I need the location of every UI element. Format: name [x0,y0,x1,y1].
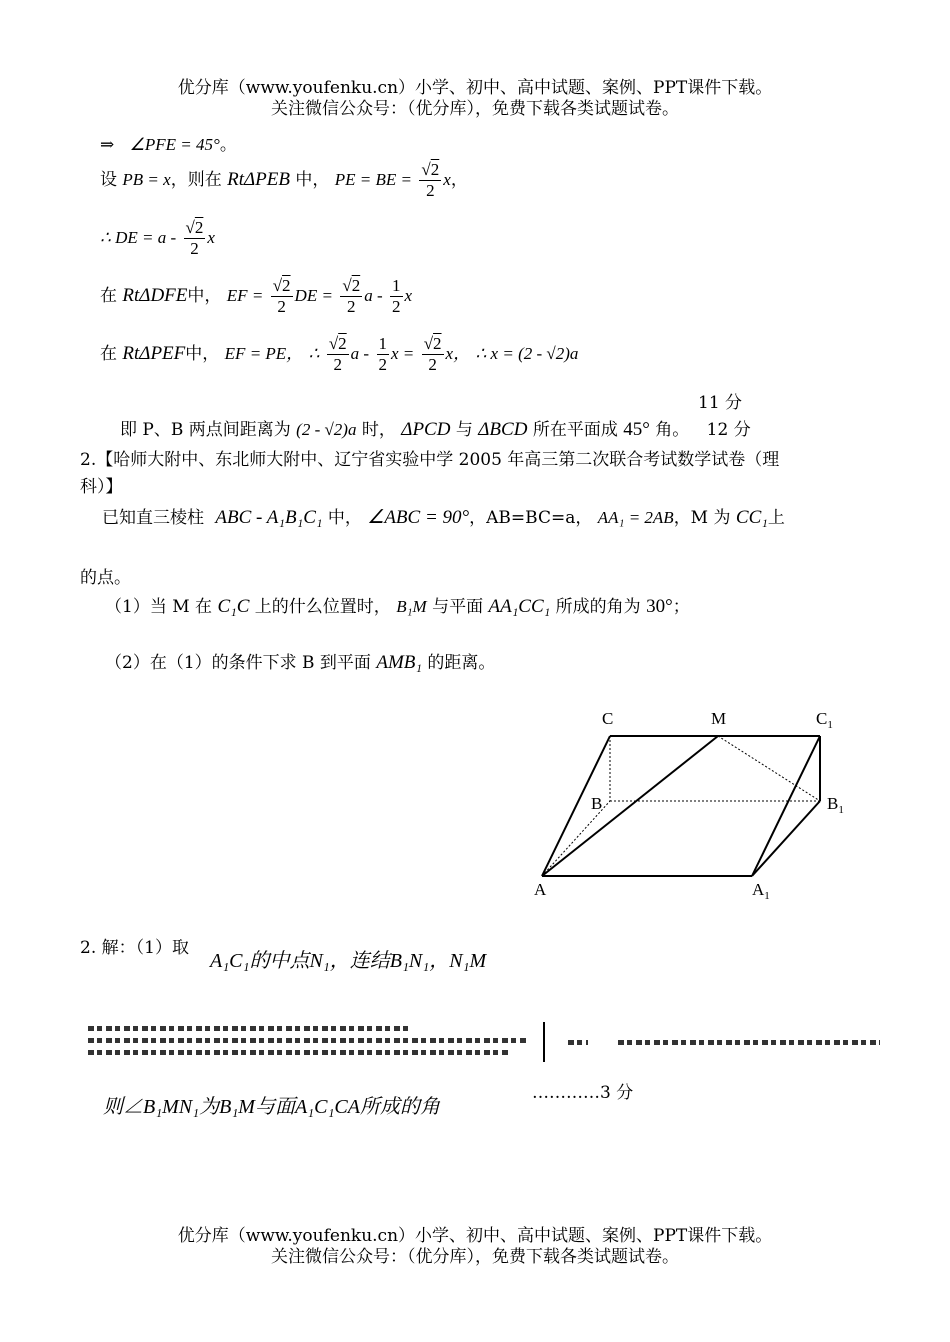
prism-figure [520,700,860,910]
solution2-step3: 则∠B₁MN₁为B₁M与面A₁C₁CA所成的角 [103,1096,440,1118]
line-dfe: 在 RtΔDFE中， EF = $\frac{√2}{2}$ DE = $\frac{√2}{2}$ a - $\frac{1}{2}$ x [100,276,413,316]
line-de: ∴ DE = a - $\frac{√2}{2}$ x [100,218,215,258]
score-11: 11 分 [698,393,743,413]
problem2-given-end: 的点。 [80,568,131,588]
problem2-title-2: 科）】 [80,477,123,497]
label-b1: $B_1$ [827,794,844,816]
footer-line-2: 关注微信公众号：（优分库），免费下载各类试题试卷。 [271,1247,679,1267]
problem2-q1: （1）当 M 在 C₁C 上的什么位置时， B₁M 与平面 AA₁CC₁ 所成的角为 30°； [105,596,690,617]
solution2-step1: A₁C₁的中点N₁，连结B₁N₁，N₁M [210,950,487,972]
label-m: M [711,709,727,728]
solution2-score: …………3 分 [532,1083,634,1103]
illegible-equations [88,1022,888,1066]
problem2-given: 已知直三棱柱 ABC - A₁B₁C₁ 中， ∠ABC = 90°，AB=BC=a， AA₁ = 2AB，M 为 CC₁上 [102,507,785,528]
header-line-1: 优分库（www.youfenku.cn）小学、初中、高中试题、案例、PPT课件下载。 [177,78,773,98]
edge-a1-b1 [752,801,820,876]
edge-a-m [542,736,718,876]
line-angle-pfe: ⇒ ∠PFE = 45°。 [100,135,237,155]
edge-a1-c1 [752,736,820,876]
line-conclusion: 即 P、B 两点间距离为 (2 - √2)a 时， ΔPCD 与 ΔBCD 所在平面成 45° 角。 12 分 [120,419,751,440]
line-pef: 在 RtΔPEF中， EF = PE， ∴ $\frac{√2}{2}$ a - $\frac{1}{2}$ x = $\frac{√2}{2}$ x， ∴ x = (2 - √2)a [100,334,579,374]
label-a: A [534,880,547,899]
solution2-head: 2. 解：（1）取 [80,938,189,958]
problem2-title: 2.【哈师大附中、东北师大附中、辽宁省实验中学 2005 年高三第二次联合考试数学试卷（理 [80,450,780,470]
label-a1: $A_1$ [752,880,770,902]
label-b: B [591,794,603,813]
footer-line-1: 优分库（www.youfenku.cn）小学、初中、高中试题、案例、PPT课件下载。 [177,1226,773,1246]
problem2-q2: （2）在（1）的条件下求 B 到平面 AMB₁ 的距离。 [105,652,496,673]
label-c1: $C_1$ [816,709,833,731]
line-set-pb: 设 PB = x，则在 RtΔPEB 中， PE = BE = $\frac{√2}{2}$ x， [100,160,468,200]
header-line-2: 关注微信公众号：（优分库），免费下载各类试题试卷。 [271,99,679,119]
label-c: C [602,709,614,728]
